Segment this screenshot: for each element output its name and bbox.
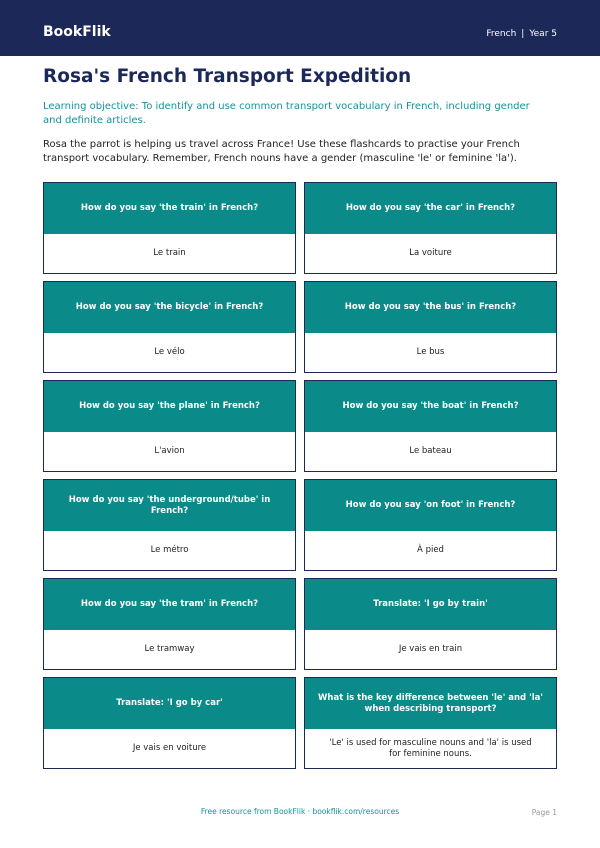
flashcard-answer: Le bateau bbox=[305, 432, 556, 471]
flashcard[interactable] bbox=[43, 479, 296, 571]
page-title: Rosa's French Transport Expedition bbox=[43, 66, 412, 87]
flashcard-grid bbox=[43, 182, 557, 769]
flashcard-answer: L'avion bbox=[44, 432, 295, 471]
footer-resource-link[interactable]: Free resource from BookFlik · bookflik.com/resources bbox=[200, 807, 400, 816]
flashcard[interactable] bbox=[304, 479, 557, 571]
year-label: Year 5 bbox=[529, 29, 557, 39]
flashcard[interactable] bbox=[304, 182, 557, 274]
flashcard[interactable] bbox=[304, 281, 557, 373]
flashcard-answer: Le métro bbox=[44, 531, 295, 570]
flashcard-question: How do you say 'on foot' in French? bbox=[305, 480, 556, 531]
flashcard-question: Translate: 'I go by train' bbox=[305, 579, 556, 630]
flashcard-answer: Je vais en train bbox=[305, 630, 556, 669]
flashcard-answer: Le bus bbox=[305, 333, 556, 372]
flashcard[interactable] bbox=[304, 380, 557, 472]
flashcard[interactable] bbox=[304, 677, 557, 769]
flashcard-answer: Le train bbox=[44, 234, 295, 273]
flashcard[interactable] bbox=[43, 578, 296, 670]
flashcard-answer: Le vélo bbox=[44, 333, 295, 372]
flashcard-question: How do you say 'the train' in French? bbox=[44, 183, 295, 234]
flashcard-answer: Le tramway bbox=[44, 630, 295, 669]
subject-label: French bbox=[486, 29, 517, 39]
header-meta bbox=[486, 27, 557, 41]
flashcard[interactable] bbox=[43, 281, 296, 373]
flashcard-answer: 'Le' is used for masculine nouns and 'la' is used for feminine nouns. bbox=[305, 729, 556, 768]
flashcard-question: Translate: 'I go by car' bbox=[44, 678, 295, 729]
flashcard-question: How do you say 'the car' in French? bbox=[305, 183, 556, 234]
flashcard[interactable] bbox=[43, 380, 296, 472]
flashcard-question: How do you say 'the underground/tube' in French? bbox=[44, 480, 295, 531]
flashcard-question: How do you say 'the plane' in French? bbox=[44, 381, 295, 432]
flashcard-question: How do you say 'the tram' in French? bbox=[44, 579, 295, 630]
intro-text: Rosa the parrot is helping us travel across France! Use these flashcards to practise your French transport vocabulary. Remember, French nouns have a gender (masculine 'le' or feminine 'la'). bbox=[43, 139, 520, 164]
page-number: Page 1 bbox=[531, 808, 557, 817]
header-separator: | bbox=[521, 29, 525, 39]
flashcard-answer: À pied bbox=[305, 531, 556, 570]
flashcard[interactable] bbox=[43, 182, 296, 274]
brand-logo[interactable]: BookFlik bbox=[43, 24, 111, 40]
flashcard-question: How do you say 'the bus' in French? bbox=[305, 282, 556, 333]
flashcard[interactable] bbox=[43, 677, 296, 769]
page-header bbox=[0, 0, 600, 56]
learning-objective: Learning objective: To identify and use common transport vocabulary in French, including gender and definite articles. bbox=[43, 101, 530, 126]
flashcard-question: How do you say 'the boat' in French? bbox=[305, 381, 556, 432]
flashcard[interactable] bbox=[304, 578, 557, 670]
flashcard-question: What is the key difference between 'le' and 'la' when describing transport? bbox=[305, 678, 556, 729]
flashcard-answer: La voiture bbox=[305, 234, 556, 273]
flashcard-answer: Je vais en voiture bbox=[44, 729, 295, 768]
flashcard-question: How do you say 'the bicycle' in French? bbox=[44, 282, 295, 333]
